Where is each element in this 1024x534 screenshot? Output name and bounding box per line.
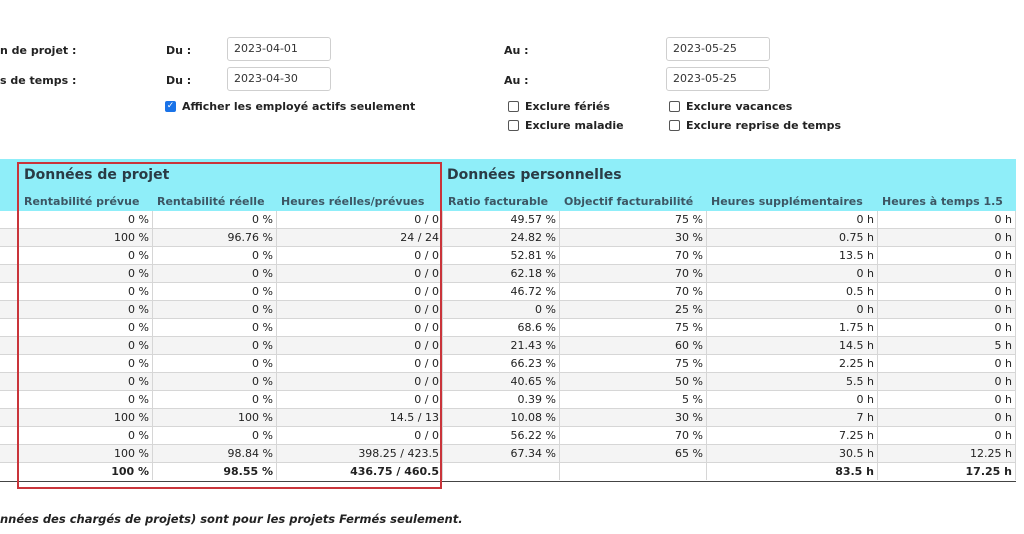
billable-ratio-cell bbox=[443, 463, 560, 480]
planned-profitability-cell: 0 % bbox=[19, 319, 153, 336]
billable-ratio-cell: 0.39 % bbox=[443, 391, 560, 408]
overtime-cell: 14.5 h bbox=[707, 337, 878, 354]
overtime-cell: 5.5 h bbox=[707, 373, 878, 390]
overtime-cell: 0 h bbox=[707, 301, 878, 318]
planned-profitability-cell: 0 % bbox=[19, 265, 153, 282]
project-period-label: n de projet : bbox=[0, 44, 77, 57]
col-header-real-profitability[interactable]: Rentabilité réelle bbox=[157, 195, 265, 208]
hours-cell: 0 / 0 bbox=[277, 247, 443, 264]
billable-ratio-cell: 66.23 % bbox=[443, 355, 560, 372]
overtime-cell: 1.75 h bbox=[707, 319, 878, 336]
exclude-sick-checkbox[interactable] bbox=[508, 119, 624, 132]
checkbox-icon[interactable] bbox=[508, 120, 519, 131]
billability-target-cell: 5 % bbox=[560, 391, 707, 408]
exclude-time-recovery-checkbox[interactable] bbox=[669, 119, 841, 132]
overtime-cell: 7.25 h bbox=[707, 427, 878, 444]
real-profitability-cell: 0 % bbox=[153, 247, 277, 264]
time-and-half-cell: 0 h bbox=[878, 229, 1016, 246]
project-data-section-title: Données de projet bbox=[24, 167, 170, 183]
overtime-cell: 0 h bbox=[707, 265, 878, 282]
hours-cell: 24 / 24 bbox=[277, 229, 443, 246]
hours-cell: 0 / 0 bbox=[277, 427, 443, 444]
billability-target-cell: 75 % bbox=[560, 211, 707, 228]
billability-target-cell bbox=[560, 463, 707, 480]
billability-target-cell: 70 % bbox=[560, 283, 707, 300]
time-and-half-cell: 0 h bbox=[878, 283, 1016, 300]
exclude-vacation-checkbox[interactable] bbox=[669, 100, 792, 113]
billability-target-cell: 50 % bbox=[560, 373, 707, 390]
billable-ratio-cell: 40.65 % bbox=[443, 373, 560, 390]
hours-cell: 0 / 0 bbox=[277, 283, 443, 300]
exclude-sick-label: Exclure maladie bbox=[525, 119, 624, 132]
time-and-half-cell: 17.25 h bbox=[878, 463, 1016, 480]
time-and-half-cell: 0 h bbox=[878, 265, 1016, 282]
exclude-holidays-label: Exclure fériés bbox=[525, 100, 610, 113]
time-to-date-input[interactable]: 2023-05-25 bbox=[666, 67, 770, 91]
exclude-holidays-checkbox[interactable] bbox=[508, 100, 610, 113]
col-header-planned-profitability[interactable]: Rentabilité prévue bbox=[24, 195, 140, 208]
planned-profitability-cell: 0 % bbox=[19, 373, 153, 390]
to-label-1: Au : bbox=[504, 44, 529, 57]
billable-ratio-cell: 62.18 % bbox=[443, 265, 560, 282]
overtime-cell: 13.5 h bbox=[707, 247, 878, 264]
billability-target-cell: 75 % bbox=[560, 319, 707, 336]
overtime-cell: 83.5 h bbox=[707, 463, 878, 480]
overtime-cell: 2.25 h bbox=[707, 355, 878, 372]
footnote: nnées des chargés de projets) sont pour les projets Fermés seulement. bbox=[0, 512, 463, 526]
billability-target-cell: 25 % bbox=[560, 301, 707, 318]
planned-profitability-cell: 100 % bbox=[19, 445, 153, 462]
planned-profitability-cell: 0 % bbox=[19, 283, 153, 300]
planned-profitability-cell: 0 % bbox=[19, 337, 153, 354]
time-and-half-cell: 0 h bbox=[878, 301, 1016, 318]
col-header-time-and-half[interactable]: Heures à temps 1.5 bbox=[882, 195, 1003, 208]
overtime-cell: 7 h bbox=[707, 409, 878, 426]
real-profitability-cell: 98.84 % bbox=[153, 445, 277, 462]
billable-ratio-cell: 46.72 % bbox=[443, 283, 560, 300]
billability-target-cell: 30 % bbox=[560, 409, 707, 426]
personal-data-section-title: Données personnelles bbox=[447, 167, 622, 183]
overtime-cell: 0.5 h bbox=[707, 283, 878, 300]
time-and-half-cell: 0 h bbox=[878, 247, 1016, 264]
checkbox-checked-icon[interactable] bbox=[165, 101, 176, 112]
time-and-half-cell: 0 h bbox=[878, 211, 1016, 228]
real-profitability-cell: 0 % bbox=[153, 301, 277, 318]
hours-cell: 0 / 0 bbox=[277, 373, 443, 390]
billability-target-cell: 70 % bbox=[560, 427, 707, 444]
real-profitability-cell: 96.76 % bbox=[153, 229, 277, 246]
billable-ratio-cell: 67.34 % bbox=[443, 445, 560, 462]
billable-ratio-cell: 0 % bbox=[443, 301, 560, 318]
planned-profitability-cell: 0 % bbox=[19, 391, 153, 408]
time-and-half-cell: 0 h bbox=[878, 391, 1016, 408]
real-profitability-cell: 0 % bbox=[153, 337, 277, 354]
planned-profitability-cell: 0 % bbox=[19, 355, 153, 372]
hours-cell: 0 / 0 bbox=[277, 319, 443, 336]
billable-ratio-cell: 56.22 % bbox=[443, 427, 560, 444]
real-profitability-cell: 0 % bbox=[153, 319, 277, 336]
planned-profitability-cell: 100 % bbox=[19, 463, 153, 480]
real-profitability-cell: 0 % bbox=[153, 427, 277, 444]
billability-target-cell: 65 % bbox=[560, 445, 707, 462]
billable-ratio-cell: 52.81 % bbox=[443, 247, 560, 264]
billable-ratio-cell: 24.82 % bbox=[443, 229, 560, 246]
hours-cell: 398.25 / 423.5 bbox=[277, 445, 443, 462]
planned-profitability-cell: 0 % bbox=[19, 301, 153, 318]
real-profitability-cell: 0 % bbox=[153, 355, 277, 372]
col-header-billable-ratio[interactable]: Ratio facturable bbox=[448, 195, 549, 208]
exclude-time-recovery-label: Exclure reprise de temps bbox=[686, 119, 842, 132]
planned-profitability-cell: 0 % bbox=[19, 211, 153, 228]
project-from-date-input[interactable]: 2023-04-01 bbox=[227, 37, 331, 61]
hours-cell: 0 / 0 bbox=[277, 355, 443, 372]
planned-profitability-cell: 100 % bbox=[19, 229, 153, 246]
planned-profitability-cell: 100 % bbox=[19, 409, 153, 426]
billability-target-cell: 30 % bbox=[560, 229, 707, 246]
real-profitability-cell: 0 % bbox=[153, 391, 277, 408]
time-and-half-cell: 0 h bbox=[878, 319, 1016, 336]
planned-profitability-cell: 0 % bbox=[19, 427, 153, 444]
highlight-box bbox=[17, 162, 442, 489]
time-from-date-input[interactable]: 2023-04-30 bbox=[227, 67, 331, 91]
project-to-date-input[interactable]: 2023-05-25 bbox=[666, 37, 770, 61]
checkbox-icon[interactable] bbox=[669, 120, 680, 131]
col-header-hours-real-planned[interactable]: Heures réelles/prévues bbox=[281, 195, 425, 208]
time-and-half-cell: 12.25 h bbox=[878, 445, 1016, 462]
overtime-cell: 0 h bbox=[707, 391, 878, 408]
billability-target-cell: 70 % bbox=[560, 265, 707, 282]
billable-ratio-cell: 21.43 % bbox=[443, 337, 560, 354]
overtime-cell: 30.5 h bbox=[707, 445, 878, 462]
real-profitability-cell: 0 % bbox=[153, 211, 277, 228]
checkbox-icon[interactable] bbox=[508, 101, 519, 112]
billable-ratio-cell: 49.57 % bbox=[443, 211, 560, 228]
col-header-overtime[interactable]: Heures supplémentaires bbox=[711, 195, 863, 208]
billable-ratio-cell: 68.6 % bbox=[443, 319, 560, 336]
planned-profitability-cell: 0 % bbox=[19, 247, 153, 264]
overtime-cell: 0 h bbox=[707, 211, 878, 228]
active-only-label: Afficher les employé actifs seulement bbox=[182, 100, 416, 113]
col-header-billability-target[interactable]: Objectif facturabilité bbox=[564, 195, 694, 208]
checkbox-icon[interactable] bbox=[669, 101, 680, 112]
time-period-label: s de temps : bbox=[0, 74, 77, 87]
billability-target-cell: 60 % bbox=[560, 337, 707, 354]
hours-cell: 14.5 / 13 bbox=[277, 409, 443, 426]
hours-cell: 0 / 0 bbox=[277, 265, 443, 282]
time-and-half-cell: 0 h bbox=[878, 409, 1016, 426]
billable-ratio-cell: 10.08 % bbox=[443, 409, 560, 426]
active-only-checkbox[interactable] bbox=[165, 100, 415, 113]
from-label-1: Du : bbox=[166, 44, 192, 57]
real-profitability-cell: 100 % bbox=[153, 409, 277, 426]
time-and-half-cell: 5 h bbox=[878, 337, 1016, 354]
from-label-2: Du : bbox=[166, 74, 192, 87]
time-and-half-cell: 0 h bbox=[878, 373, 1016, 390]
hours-cell: 0 / 0 bbox=[277, 337, 443, 354]
hours-cell: 0 / 0 bbox=[277, 211, 443, 228]
to-label-2: Au : bbox=[504, 74, 529, 87]
exclude-vacation-label: Exclure vacances bbox=[686, 100, 793, 113]
real-profitability-cell: 0 % bbox=[153, 283, 277, 300]
time-and-half-cell: 0 h bbox=[878, 355, 1016, 372]
time-and-half-cell: 0 h bbox=[878, 427, 1016, 444]
real-profitability-cell: 0 % bbox=[153, 373, 277, 390]
hours-cell: 0 / 0 bbox=[277, 391, 443, 408]
real-profitability-cell: 98.55 % bbox=[153, 463, 277, 480]
real-profitability-cell: 0 % bbox=[153, 265, 277, 282]
billability-target-cell: 75 % bbox=[560, 355, 707, 372]
billability-target-cell: 70 % bbox=[560, 247, 707, 264]
hours-cell: 0 / 0 bbox=[277, 301, 443, 318]
overtime-cell: 0.75 h bbox=[707, 229, 878, 246]
hours-cell: 436.75 / 460.5 bbox=[277, 463, 443, 480]
